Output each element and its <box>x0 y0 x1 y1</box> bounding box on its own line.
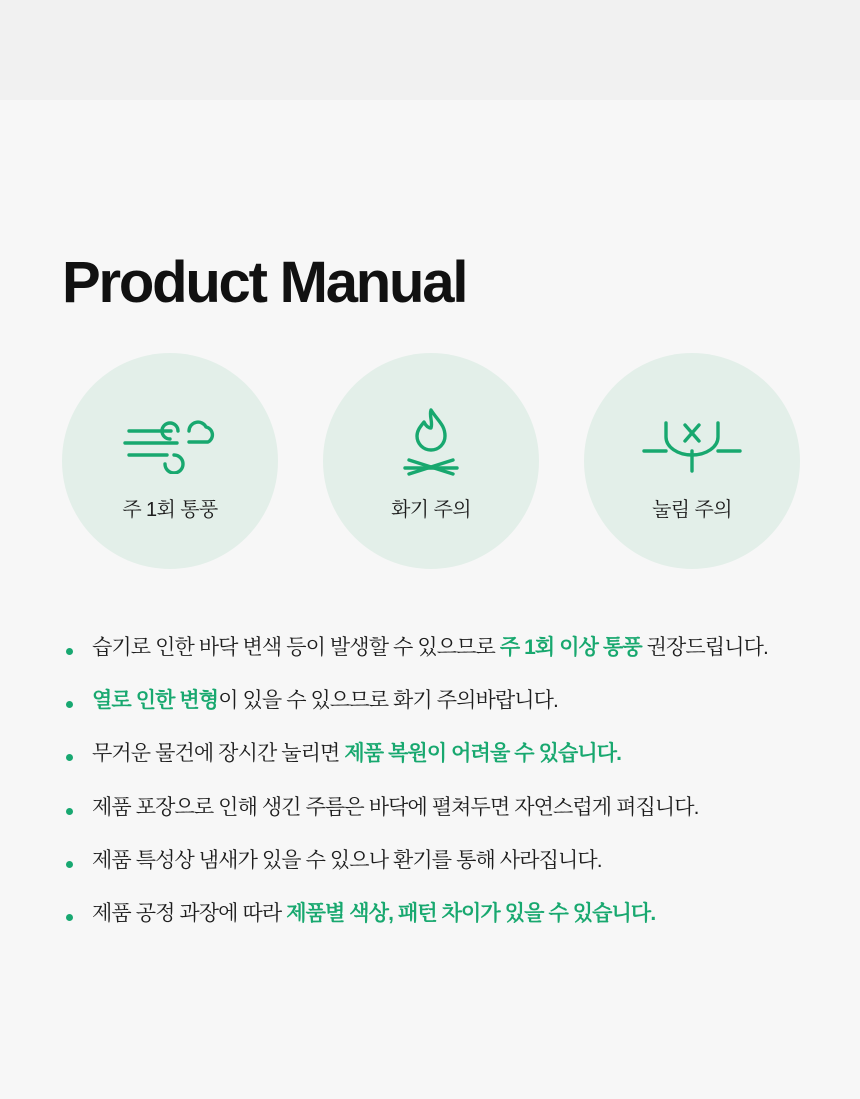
icon-badge-group <box>62 353 800 569</box>
page-title: Product Manual <box>62 249 467 315</box>
icon-badge-ventilation <box>62 353 278 569</box>
icon-badge-caption: 주 1회 통풍 <box>122 498 218 521</box>
list-item <box>62 688 822 713</box>
icon-badge-fire <box>323 353 539 569</box>
bullet-dot <box>66 808 73 815</box>
list-item <box>62 741 822 766</box>
icon-badge-caption: 화기 주의 <box>391 498 471 521</box>
bullet-dot <box>66 701 73 708</box>
note-text: 제품 포장으로 인해 생긴 주름은 바닥에 펼쳐두면 자연스럽게 펴집니다. <box>92 795 699 819</box>
list-item <box>62 635 822 660</box>
wind-icon <box>115 401 225 485</box>
fire-icon <box>391 401 471 485</box>
note-text: 제품 공정 과장에 따라 제품별 색상, 패턴 차이가 있을 수 있습니다. <box>92 901 656 925</box>
note-text: 제품 특성상 냄새가 있을 수 있으나 환기를 통해 사라집니다. <box>92 848 602 872</box>
bullet-dot <box>66 648 73 655</box>
list-item <box>62 901 822 926</box>
list-item <box>62 795 822 820</box>
notes-list <box>62 635 822 954</box>
note-text: 무거운 물건에 장시간 눌리면 제품 복원이 어려울 수 있습니다. <box>92 742 622 766</box>
manual-page <box>0 100 860 1099</box>
bullet-dot <box>66 914 73 921</box>
note-text: 습기로 인한 바닥 변색 등이 발생할 수 있으므로 주 1회 이상 통풍 권장드립니다. <box>92 636 768 659</box>
no-press-icon <box>636 401 748 485</box>
icon-badge-caption: 눌림 주의 <box>652 498 732 521</box>
bullet-dot <box>66 754 73 761</box>
note-text: 열로 인한 변형이 있을 수 있으므로 화기 주의바랍니다. <box>92 689 558 713</box>
icon-badge-no-press <box>584 353 800 569</box>
list-item <box>62 848 822 873</box>
bullet-dot <box>66 861 73 868</box>
